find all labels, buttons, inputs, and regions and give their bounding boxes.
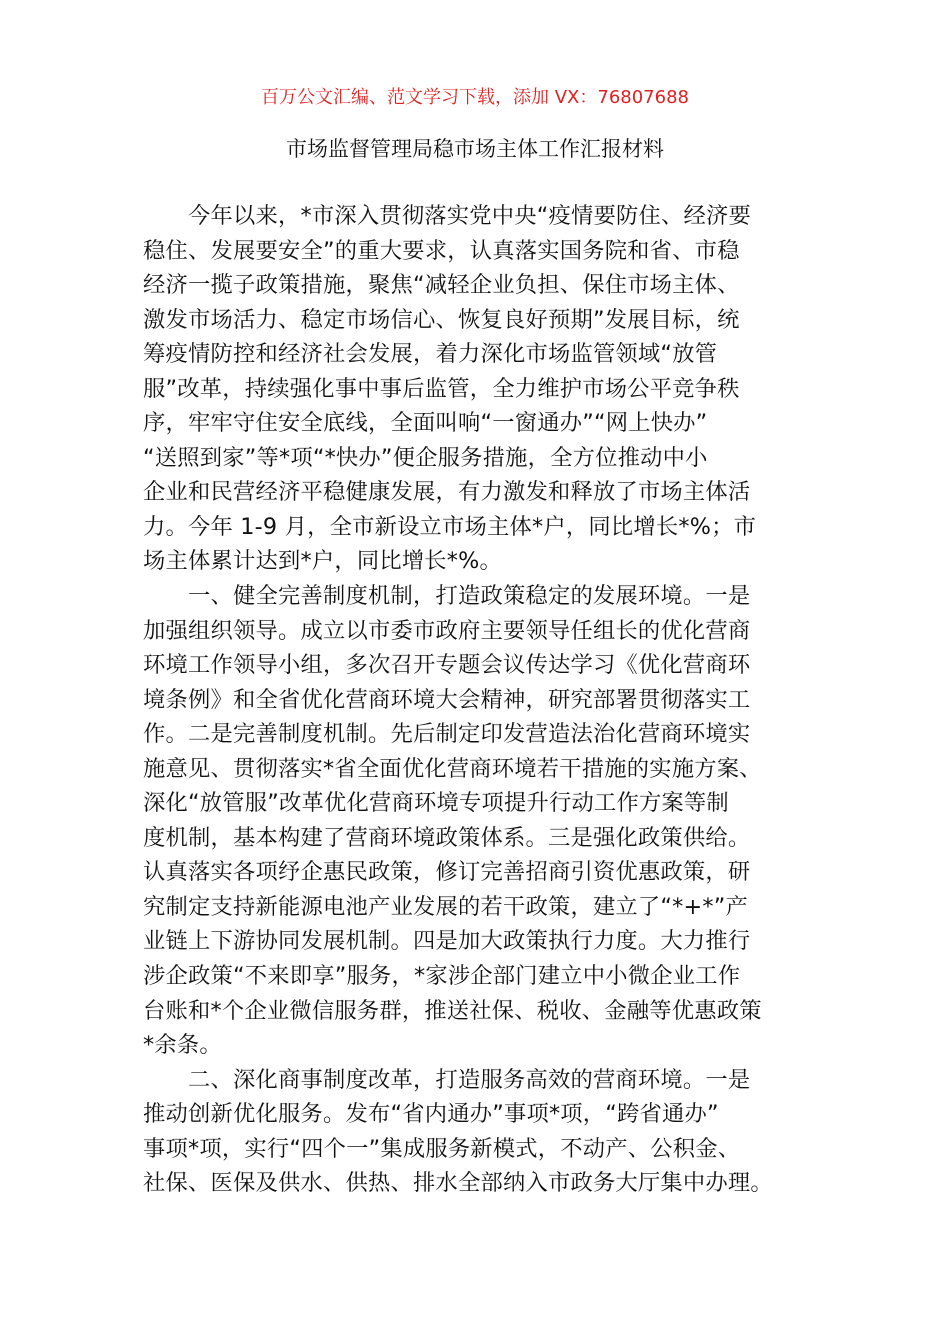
text-line: 事项*项，实行“四个一”集成服务新模式，不动产、公积金、 [143,1135,741,1162]
text-line: “送照到家”等*项“*快办”便企服务措施，全方位推动中小 [143,444,708,471]
text-line: 社保、医保及供水、供热、排水全部纳入市政务大厅集中办理。 [143,1170,773,1197]
text-line: 深化“放管服”改革优化营商环境专项提升行动工作方案等制 [143,790,729,817]
text-line: 度机制，基本构建了营商环境政策体系。三是强化政策供给。 [143,824,751,851]
text-line: 境条例》和全省优化营商环境大会精神，研究部署贯彻落实工 [143,686,751,713]
text-line: 今年以来，*市深入贯彻落实党中央“疫情要防住、经济要 [143,203,752,229]
text-line: 究制定支持新能源电池产业发展的若干政策，建立了“*+*”产 [143,893,749,920]
text-line: 场主体累计达到*户，同比增长*%。 [143,548,503,575]
text-line: 服”改革，持续强化事中事后监管，全力维护市场公平竞争秩 [143,375,740,402]
text-line: 台账和*个企业微信服务群，推送社保、税收、金融等优惠政策 [143,997,762,1024]
text-line: *余条。 [143,1032,222,1059]
text-line: 加强组织领导。成立以市委市政府主要领导任组长的优化营商 [143,617,751,644]
text-line: 环境工作领导小组，多次召开专题会议传达学习《优化营商环 [143,652,751,679]
text-line: 认真落实各项纾企惠民政策，修订完善招商引资优惠政策，研 [143,859,751,886]
text-line: 筹疫情防控和经济社会发展，着力深化市场监管领域“放管 [143,341,718,368]
document-title: 市场监督管理局稳市场主体工作汇报材料 [286,137,664,161]
text-line: 涉企政策“不来即享”服务，*家涉企部门建立中小微企业工作 [143,963,741,990]
section-heading-line: 一、健全完善制度机制，打造政策稳定的发展环境。一是 [143,583,751,610]
section-heading-line: 二、深化商事制度改革，打造服务高效的营商环境。一是 [143,1066,751,1093]
text-line: 经济一揽子政策措施，聚焦“减轻企业负担、保住市场主体、 [143,272,740,299]
text-line: 激发市场活力、稳定市场信心、恢复良好预期”发展目标，统 [143,306,740,333]
promo-banner [0,85,950,111]
text-line: 序，牢牢守住安全底线，全面叫响“一窗通办”“网上快办” [143,410,708,437]
text-line: 施意见、贯彻落实*省全面优化营商环境若干措施的实施方案、 [143,755,762,782]
promo-text: 百万公文汇编、范文学习下载，添加 VX：76807688 [261,87,689,108]
text-line: 力。今年 1-9 月，全市新设立市场主体*户，同比增长*%；市 [143,513,757,540]
text-line: 稳住、发展要安全”的重大要求，认真落实国务院和省、市稳 [143,237,740,264]
text-line: 企业和民营经济平稳健康发展，有力激发和释放了市场主体活 [143,479,751,506]
text-line: 推动创新优化服务。发布“省内通办”事项*项，“跨省通办” [143,1101,719,1128]
text-line: 业链上下游协同发展机制。四是加大政策执行力度。大力推行 [143,928,751,955]
document-body [143,199,823,1201]
text-line: 作。二是完善制度机制。先后制定印发营造法治化营商环境实 [143,721,751,748]
